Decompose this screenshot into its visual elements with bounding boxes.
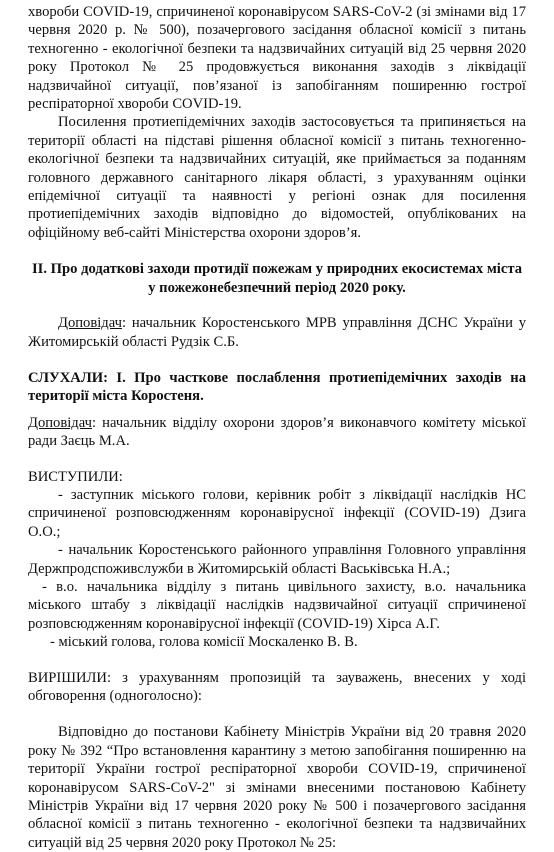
section-heading-fires: II. Про додаткові заходи протидії пожежам у природних екосистемах міста у пожежонебезпечний період 2020 року. [32, 261, 522, 296]
heard-topic: І. Про часткове послаблення протиепідемічних заходів на території міста Коростеня. [28, 369, 526, 405]
paragraph-resolution: Відповідно до постанови Кабінету Міністрів України від 20 травня 2020 року № 392 “Про встановлення карантину з метою запобігання поширенню на території України гострої респіраторної хвороби COVID-19, спричиненої коронавірусом SARS-CoV-2" зі змінами внесеними постановою Кабінету Міністрів України від 17 червня 2020 року № 500 і позачергового засідання обласної комісії з питань техногенно - екологічної безпеки та надзвичайних ситуацій від 25 червня 2020 року Протокол № 25: [28, 724, 526, 851]
paragraph-continuation: хвороби COVID-19, спричиненої коронавірусом SARS-CoV-2 (зі змінами від 17 червня 2020 р. № 500), позачергового засідання обласної комісії з питань техногенно - екологічної безпеки та надзвичайних ситуацій від 25 червня 2020 року Протокол № 25 продовжується виконання заходів з ліквідації надзвичайної ситуації, пов’язаної із запобіганням поширенню гострої респіраторної хвороби COVID-19. [28, 4, 526, 113]
reporter-label: Доповідач [58, 315, 122, 332]
list-item: - заступник міського голови, керівник робіт з ліквідації наслідків НС спричиненої розповсюдженням коронавірусної інфекції (COVID-19) Дзига О.О.; [28, 486, 526, 540]
list-item: - начальник Коростенського районного управління Головного управління Держпродспоживслужби в Житомирській області Васьківська Н.А.; [28, 542, 526, 577]
paragraph-measures: Посилення протиепідемічних заходів застосовується та припиняється на території області на підставі рішення обласної комісії з питань техногенно- екологічної безпеки та надзвичайних ситуацій, яке приймається за поданням головного державного санітарного лікаря області, з урахуванням оцінки епідемічної ситуації та наявності у регіоні ознак для посилення протиепідемічних заходів відповідно до відомостей, опублікованих на офіційному веб-сайті Міністерства охорони здоров’я. [28, 114, 526, 241]
speaker-list [28, 486, 526, 652]
reporter-text: : начальник відділу охорони здоров’я виконавчого комітету міської ради Заєць М.А. [28, 414, 526, 450]
spoke-heading: ВИСТУПИЛИ: [28, 468, 123, 485]
list-item: - в.о. начальника відділу з питань цивільного захисту, в.о. начальника міського штабу з ліквідації наслідків надзвичайної ситуації спричиненої розповсюдженням коронавірусної інфекції (COVID-19) Хірса А.Г. [28, 578, 526, 632]
reporter-label: Доповідач [28, 414, 92, 431]
reporter-health [28, 414, 526, 451]
reporter-text: : начальник Коростенського МРВ управління ДСНС України у Житомирській області Рудзік С.Б. [28, 315, 526, 350]
heard-section [28, 369, 526, 406]
heard-label: СЛУХАЛИ: [28, 369, 108, 386]
decided-section: ВИРІШИЛИ: з урахуванням пропозицій та зауважень, внесених у ході обговорення (одноголосно): [28, 669, 526, 704]
list-item: - міський голова, голова комісії Москаленко В. В. [50, 634, 358, 651]
document-page [0, 3, 554, 851]
reporter-fires [28, 314, 526, 351]
